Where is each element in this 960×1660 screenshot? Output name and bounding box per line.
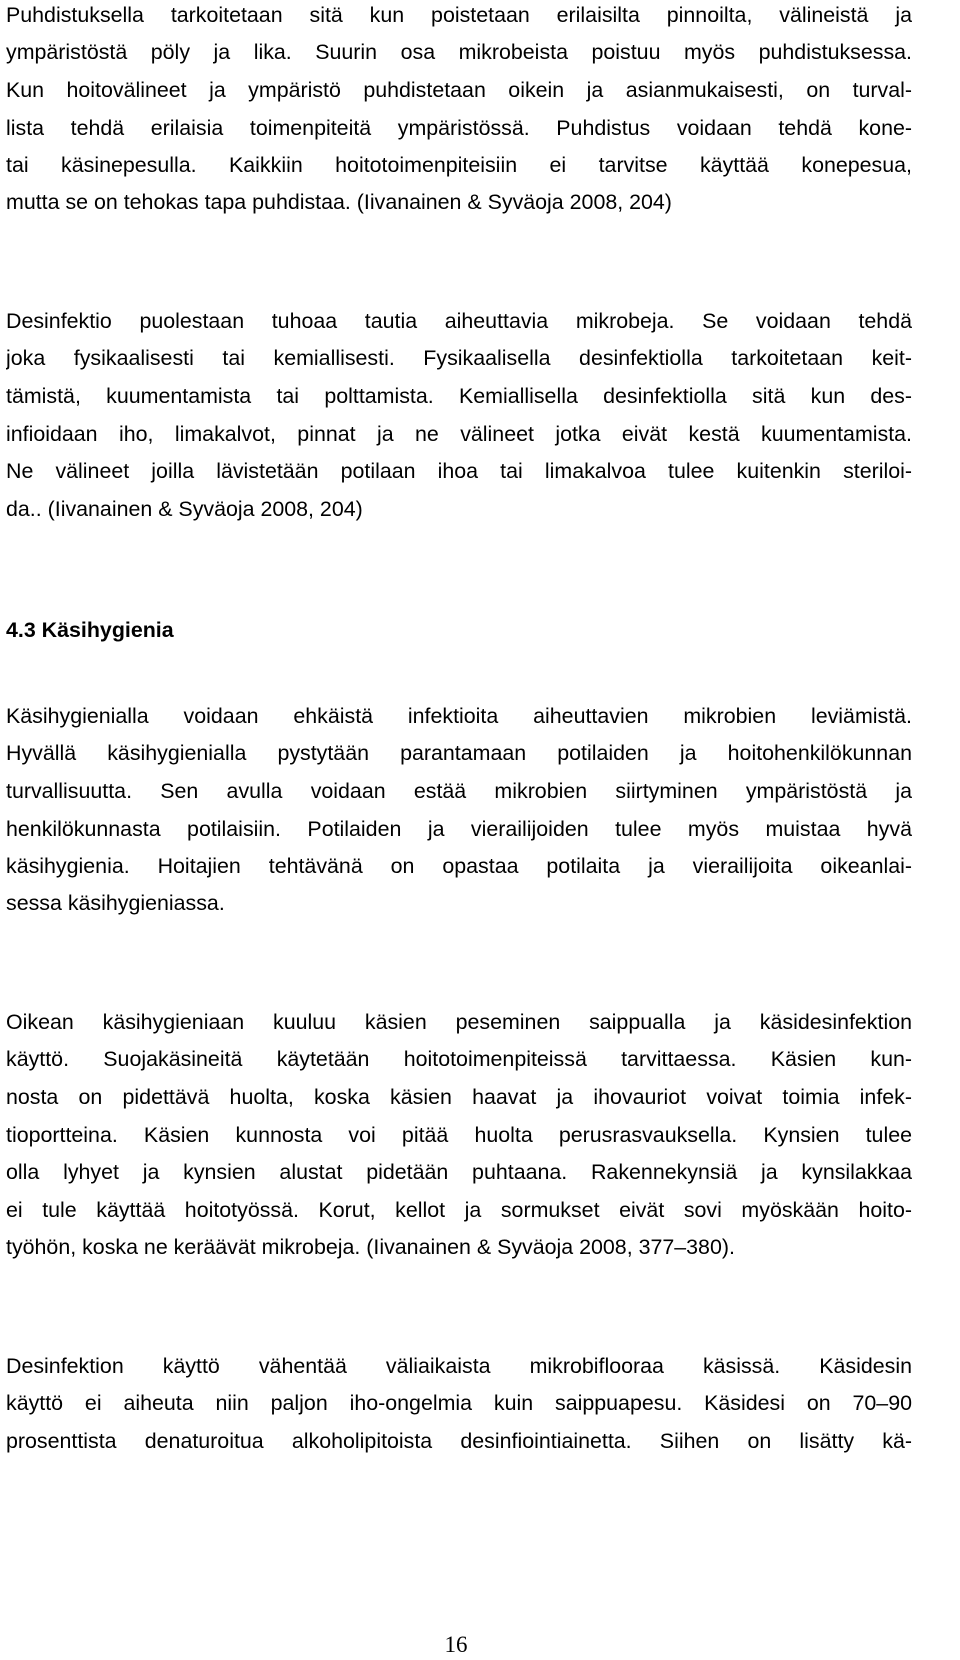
section-heading: 4.3 Käsihygienia (6, 618, 174, 642)
text-line: Oikean käsihygieniaan kuuluu käsien peseminen saippualla ja käsidesinfektion (6, 1010, 912, 1034)
text-line: ympäristöstä pöly ja lika. Suurin osa mikrobeista poistuu myös puhdistuksessa. (6, 40, 912, 64)
text-line: käsihygienia. Hoitajien tehtävänä on opastaa potilaita ja vierailijoita oikeanlai- (6, 854, 912, 878)
text-line: Desinfektion käyttö vähentää väliaikaista mikrobiflooraa käsissä. Käsidesin (6, 1354, 912, 1378)
text-line: turvallisuutta. Sen avulla voidaan estää mikrobien siirtyminen ympäristöstä ja (6, 779, 912, 803)
text-line: Käsihygienialla voidaan ehkäistä infektioita aiheuttavien mikrobien leviämistä. (6, 704, 912, 728)
text-line: olla lyhyet ja kynsien alustat pidetään puhtaana. Rakennekynsiä ja kynsilakkaa (6, 1160, 912, 1184)
text-line: Desinfektio puolestaan tuhoaa tautia aiheuttavia mikrobeja. Se voidaan tehdä (6, 309, 912, 333)
text-line: nosta on pidettävä huolta, koska käsien haavat ja ihovauriot voivat toimia infek- (6, 1085, 912, 1109)
text-line: käyttö ei aiheuta niin paljon iho-ongelmia kuin saippuapesu. Käsidesi on 70–90 (6, 1391, 912, 1415)
text-line: prosenttista denaturoitua alkoholipitoista desinfiointiainetta. Siihen on lisätty kä- (6, 1429, 912, 1453)
text-line: tioportteina. Käsien kunnosta voi pitää huolta perusrasvauksella. Kynsien tulee (6, 1123, 912, 1147)
text-line: Kun hoitovälineet ja ympäristö puhdistetaan oikein ja asianmukaisesti, on turval- (6, 78, 912, 102)
text-line: ei tule käyttää hoitotyössä. Korut, kellot ja sormukset eivät sovi myöskään hoito- (6, 1198, 912, 1222)
text-line: Ne välineet joilla lävistetään potilaan ihoa tai limakalvoa tulee kuitenkin steriloi- (6, 459, 912, 483)
text-line: joka fysikaalisesti tai kemiallisesti. Fysikaalisella desinfektiolla tarkoitetaan keit- (6, 346, 912, 370)
text-line: tämistä, kuumentamista tai polttamista. Kemiallisella desinfektiolla sitä kun des- (6, 384, 912, 408)
text-line: henkilökunnasta potilaisiin. Potilaiden ja vierailijoiden tulee myös muistaa hyvä (6, 817, 912, 841)
text-line: infioidaan iho, limakalvot, pinnat ja ne välineet jotka eivät kestä kuumentamista. (6, 422, 912, 446)
text-line: sessa käsihygieniassa. (6, 891, 225, 915)
text-line: käyttö. Suojakäsineitä käytetään hoitotoimenpiteissä tarvittaessa. Käsien kun- (6, 1047, 912, 1071)
text-line: tai käsinepesulla. Kaikkiin hoitotoimenpiteisiin ei tarvitse käyttää konepesua, (6, 153, 912, 177)
text-line: da.. (Iivanainen & Syväoja 2008, 204) (6, 497, 363, 521)
text-line: lista tehdä erilaisia toimenpiteitä ympäristössä. Puhdistus voidaan tehdä kone- (6, 116, 912, 140)
text-line: Hyvällä käsihygienialla pystytään parantamaan potilaiden ja hoitohenkilökunnan (6, 741, 912, 765)
text-line: mutta se on tehokas tapa puhdistaa. (Iivanainen & Syväoja 2008, 204) (6, 190, 672, 214)
text-line: työhön, koska ne keräävät mikrobeja. (Iivanainen & Syväoja 2008, 377–380). (6, 1235, 735, 1259)
text-line: Puhdistuksella tarkoitetaan sitä kun poistetaan erilaisilta pinnoilta, välineistä ja (6, 3, 912, 27)
page-number: 16 (444, 1632, 468, 1657)
